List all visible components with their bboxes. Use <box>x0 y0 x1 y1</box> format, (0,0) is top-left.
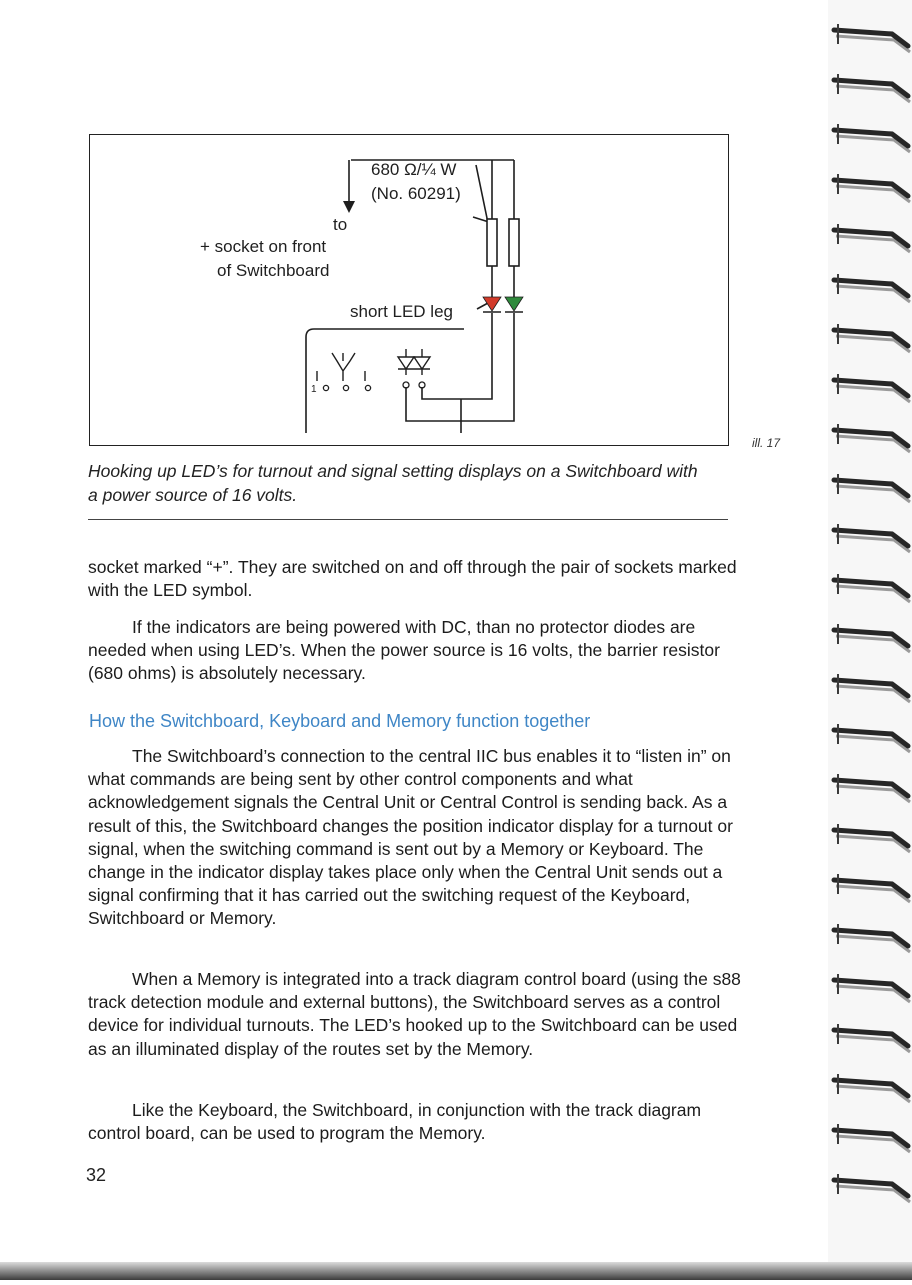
turnout-symbol-icon <box>317 353 365 381</box>
page-bottom-edge <box>0 1262 912 1280</box>
binding-coil <box>834 424 910 452</box>
resistor-part-number: (No. 60291) <box>371 184 461 203</box>
binding-coil <box>834 24 910 52</box>
binding-coil <box>834 574 910 602</box>
wire-red-led <box>422 313 492 399</box>
binding-coil <box>834 624 910 652</box>
down-arrow-icon <box>343 201 355 213</box>
spiral-binding <box>828 0 912 1280</box>
switchboard-outline-left <box>306 329 464 433</box>
short-led-leg-label: short LED leg <box>350 302 453 321</box>
green-led-icon <box>505 297 523 311</box>
caption-divider <box>88 519 728 520</box>
binding-coil <box>834 724 910 752</box>
binding-coil <box>834 1174 910 1202</box>
socket-row-icon <box>323 382 425 391</box>
binding-coil <box>834 124 910 152</box>
binding-coil <box>834 874 910 902</box>
wire-resistor-feed <box>492 160 514 219</box>
binding-coil <box>834 274 910 302</box>
section-heading: How the Switchboard, Keyboard and Memory function together <box>89 711 591 731</box>
binding-coil <box>834 824 910 852</box>
binding-coil <box>834 974 910 1002</box>
binding-coil <box>834 224 910 252</box>
illustration-number: ill. 17 <box>752 436 781 450</box>
binding-coil <box>834 1074 910 1102</box>
binding-coil <box>834 174 910 202</box>
circuit-figure <box>89 134 729 446</box>
paragraph-2: If the indicators are being powered with DC, than no protector diodes are needed when using LED’s. When the power source is 16 volts, the barrier resistor (680 ohms) is absolutely necessary. <box>88 617 720 684</box>
resistor-2 <box>509 219 519 266</box>
resistor-value-label: 680 Ω/¼ W <box>371 160 457 179</box>
page-number: 32 <box>86 1165 107 1185</box>
binding-coil <box>834 1124 910 1152</box>
paragraph-3: The Switchboard’s connection to the central IIC bus enables it to “listen in” on what commands are being sent by other control components and what acknowledgement signals the Central Unit or Central Control is sending back. As a result of this, the Switchboard changes the position indicator display for a turnout or signal, when the switching command is sent out by a Memory or Keyboard. The change in the indicator display takes place only when the Central Unit sends out a signal confirming that it has carried out the switching request of the Keyboard, Switchboard or Memory. <box>88 746 733 929</box>
spiral-binding-graphic <box>828 0 912 1280</box>
binding-coil <box>834 74 910 102</box>
binding-coil <box>834 1024 910 1052</box>
paragraph-4: When a Memory is integrated into a track diagram control board (using the s88 track detection module and external buttons), the Switchboard serves as a control device for individual turnouts. The LED’s hooked up to the Switchboard can be used as an illuminated display of the routes set by the Memory. <box>88 969 741 1059</box>
led-leg-pointer <box>477 303 488 309</box>
figure-caption: Hooking up LED’s for turnout and signal setting displays on a Switchboard with a power source of 16 volts. <box>88 461 698 505</box>
binding-coil <box>834 774 910 802</box>
binding-coil <box>834 524 910 552</box>
socket-one-label: 1 <box>311 384 317 395</box>
socket-label-line1: + socket on front <box>200 237 327 256</box>
binding-coil <box>834 924 910 952</box>
wire-resistor-led <box>492 266 514 297</box>
paragraph-5: Like the Keyboard, the Switchboard, in conjunction with the track diagram control board, can be used to program the Memory. <box>88 1100 702 1144</box>
resistor-pointer <box>473 165 492 223</box>
socket-label-line2: of Switchboard <box>217 261 330 280</box>
binding-coil <box>834 374 910 402</box>
binding-coil <box>834 674 910 702</box>
binding-coil <box>834 474 910 502</box>
led-symbol-icon <box>398 349 430 375</box>
to-label: to <box>333 215 348 234</box>
paragraph-1: socket marked “+”. They are switched on and off through the pair of sockets marked with the LED symbol. <box>88 557 737 601</box>
binding-coil <box>834 324 910 352</box>
resistor-1 <box>487 219 497 266</box>
